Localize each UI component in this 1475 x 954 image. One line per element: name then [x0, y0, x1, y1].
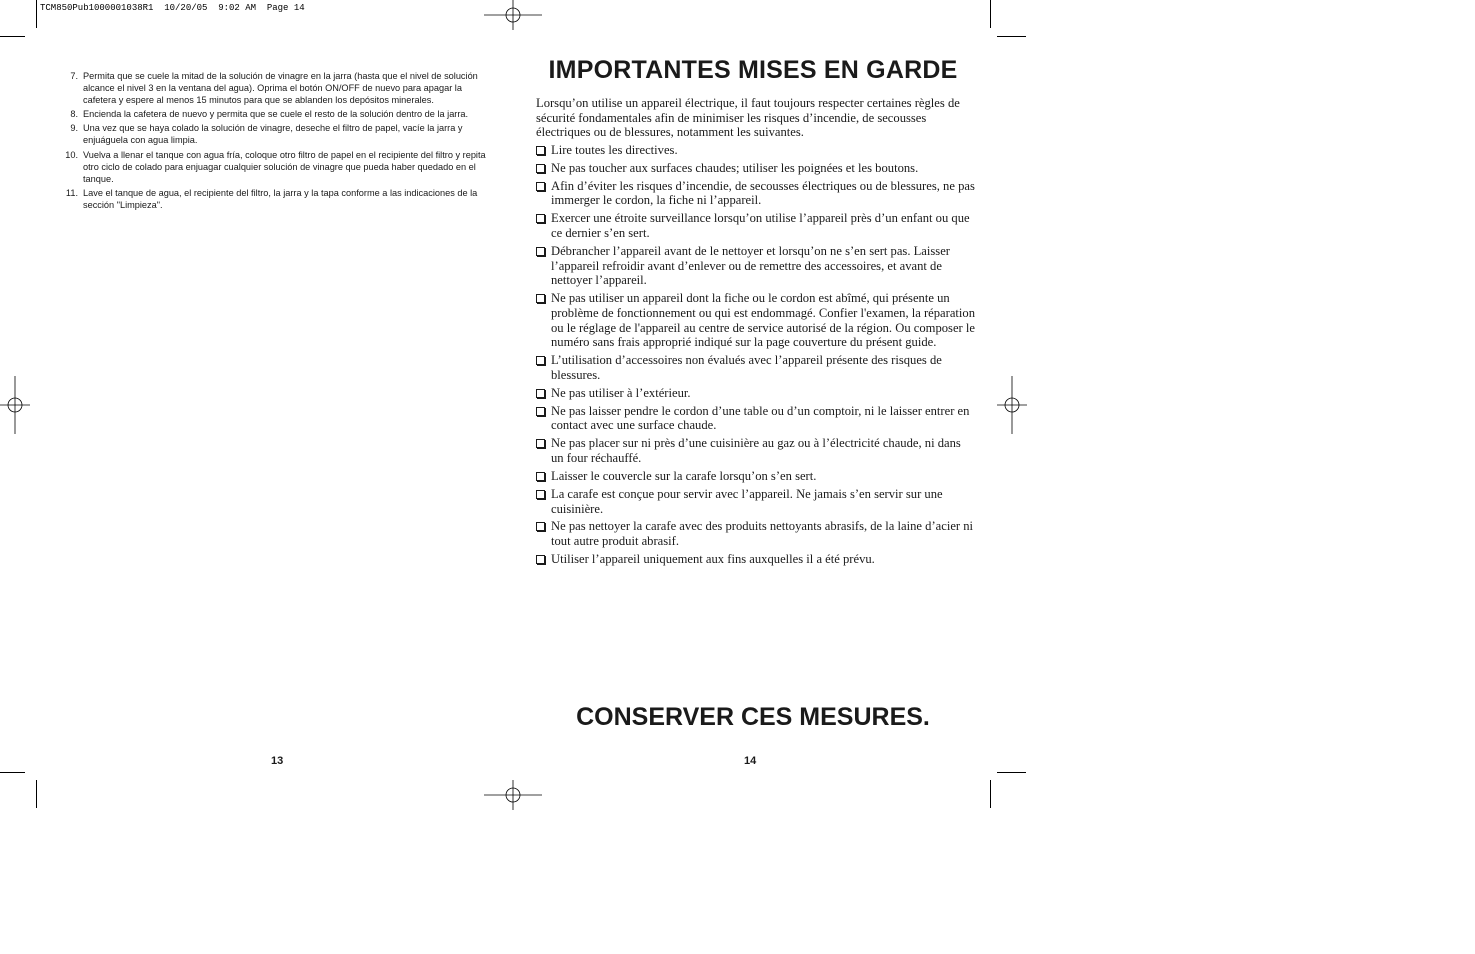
checkbox-bullet-icon	[536, 439, 545, 448]
list-item	[536, 386, 976, 401]
cleaning-steps-list	[62, 70, 492, 213]
registration-mark-bottom	[484, 780, 542, 810]
list-item	[536, 179, 976, 208]
checkbox-bullet-icon	[536, 294, 545, 303]
bullet-text: Lire toutes les directives.	[551, 143, 678, 157]
page-number-right: 14	[744, 755, 757, 767]
list-item	[536, 143, 976, 158]
page-number-left: 13	[271, 755, 284, 767]
checkbox-bullet-icon	[536, 214, 545, 223]
list-item	[536, 436, 976, 465]
checkbox-bullet-icon	[536, 146, 545, 155]
step-number: 7.	[70, 71, 78, 81]
step-text: Permita que se cuele la mitad de la solución de vinagre en la jarra (hasta que el nivel de solución alcance el nivel 3 en la ventana del agua). Oprima el botón ON/OFF de nuevo para apagar la cafetera y espere al menos 15 minutos para que se ablanden los depósitos minerales.	[83, 71, 478, 106]
bullet-text: L’utilisation d’accessoires non évalués avec l’appareil présente des risques de blessures.	[551, 353, 942, 382]
list-item	[536, 211, 976, 240]
intro-paragraph: Lorsqu’on utilise un appareil électrique, il faut toujours respecter certaines règles de sécurité fondamentales afin de minimiser les risques d’incendie, de secousses électriques ou de blessures, notamment les suivantes.	[536, 96, 960, 140]
print-slug-line: TCM850Pub1000001038R1 10/20/05 9:02 AM Page 14	[40, 3, 305, 13]
list-item	[62, 108, 492, 120]
checkbox-bullet-icon	[536, 522, 545, 531]
step-number: 8.	[70, 109, 78, 120]
list-item	[62, 187, 492, 211]
crop-mark-bottom-right-v	[990, 780, 991, 808]
closing-heading: CONSERVER CES MESURES.	[576, 703, 930, 731]
step-text: Vuelva a llenar el tanque con agua fría, coloque otro filtro de papel en el recipiente del filtro y repita otro ciclo de colado para enjuagar cualquier solución de vinagre que pueda haber quedado en el tanque.	[83, 149, 486, 184]
checkbox-bullet-icon	[536, 356, 545, 365]
safeguards-list	[536, 143, 976, 570]
checkbox-bullet-icon	[536, 490, 545, 499]
registration-mark-left	[0, 376, 30, 434]
crop-mark-top-right-v	[990, 0, 991, 28]
step-number: 11.	[65, 187, 78, 198]
bullet-text: Ne pas utiliser à l’extérieur.	[551, 385, 691, 400]
checkbox-bullet-icon	[536, 247, 545, 256]
step-text: Una vez que se haya colado la solución de vinagre, deseche el filtro de papel, vacíe la jarra y enjuáguela con agua limpia.	[83, 123, 463, 146]
crop-mark-bottom-right-h	[997, 772, 1026, 773]
list-item	[536, 291, 976, 350]
list-item	[536, 552, 976, 567]
list-item	[536, 487, 976, 516]
crop-mark-bottom-left-v	[36, 780, 37, 808]
list-item	[62, 70, 492, 106]
step-number: 9.	[70, 123, 78, 134]
bullet-text: Afin d’éviter les risques d’incendie, de secousses électriques ou de blessures, ne pas immerger le cordon, la fiche ni l’appareil.	[551, 178, 975, 208]
list-item	[62, 149, 492, 185]
crop-mark-top-left-h	[0, 36, 25, 37]
step-text: Encienda la cafetera de nuevo y permita que se cuele el resto de la solución dentro de la jarra.	[83, 109, 469, 120]
crop-mark-top-right-h	[997, 36, 1026, 37]
bullet-text: Débrancher l’appareil avant de le nettoyer et lorsqu’on ne s’en sert pas. Laisser l’appareil refroidir avant d’enlever ou de remettre des accessoires, et avant de nettoyer l’appareil.	[551, 243, 950, 288]
list-item	[536, 519, 976, 548]
step-number: 10.	[65, 149, 78, 160]
list-item	[536, 244, 976, 288]
bullet-text: Exercer une étroite surveillance lorsqu’on utilise l’appareil près d’un enfant ou que ce dernier s’en sert.	[551, 211, 970, 241]
registration-mark-top	[484, 0, 542, 30]
bullet-text: Ne pas nettoyer la carafe avec des produits nettoyants abrasifs, de la laine d’acier ni tout autre produit abrasif.	[551, 519, 974, 549]
list-item	[536, 161, 976, 176]
list-item	[536, 404, 976, 433]
list-item	[536, 353, 976, 382]
crop-mark-bottom-left-h	[0, 772, 25, 773]
bullet-text: Ne pas laisser pendre le cordon d’une table ou d’un comptoir, ni le laisser entrer en contact avec une surface chaude.	[551, 403, 970, 433]
checkbox-bullet-icon	[536, 164, 545, 173]
bullet-text: Utiliser l’appareil uniquement aux fins auxquelles il a été prévu.	[551, 552, 875, 567]
page-title: IMPORTANTES MISES EN GARDE	[548, 56, 958, 84]
bullet-text: Ne pas toucher aux surfaces chaudes; utiliser les poignées et les boutons.	[551, 160, 919, 175]
list-item	[62, 122, 492, 146]
crop-mark-top-left-v	[36, 0, 37, 28]
step-text: Lave el tanque de agua, el recipiente del filtro, la jarra y la tapa conforme a las indicaciones de la sección "Limpieza".	[83, 187, 478, 210]
bullet-text: Ne pas placer sur ni près d’une cuisinière au gaz ou à l’électricité chaude, ni dans un four réchauffé.	[551, 436, 961, 466]
checkbox-bullet-icon	[536, 407, 545, 416]
bullet-text: Ne pas utiliser un appareil dont la fiche ou le cordon est abîmé, qui présente un problème de fonctionnement ou qui est endommagé. Confier l'examen, la réparation ou le réglage de l'appareil au centre de service autorisé de la région. Ou composer le numéro sans frais approprié indiqué sur la page couverture du présent guide.	[551, 291, 976, 350]
checkbox-bullet-icon	[536, 555, 545, 564]
registration-mark-right	[997, 376, 1027, 434]
bullet-text: La carafe est conçue pour servir avec l’appareil. Ne jamais s’en servir sur une cuisinière.	[551, 486, 943, 516]
checkbox-bullet-icon	[536, 182, 545, 191]
checkbox-bullet-icon	[536, 389, 545, 398]
bullet-text: Laisser le couvercle sur la carafe lorsqu’on s’en sert.	[551, 468, 817, 483]
list-item	[536, 469, 976, 484]
checkbox-bullet-icon	[536, 472, 545, 481]
